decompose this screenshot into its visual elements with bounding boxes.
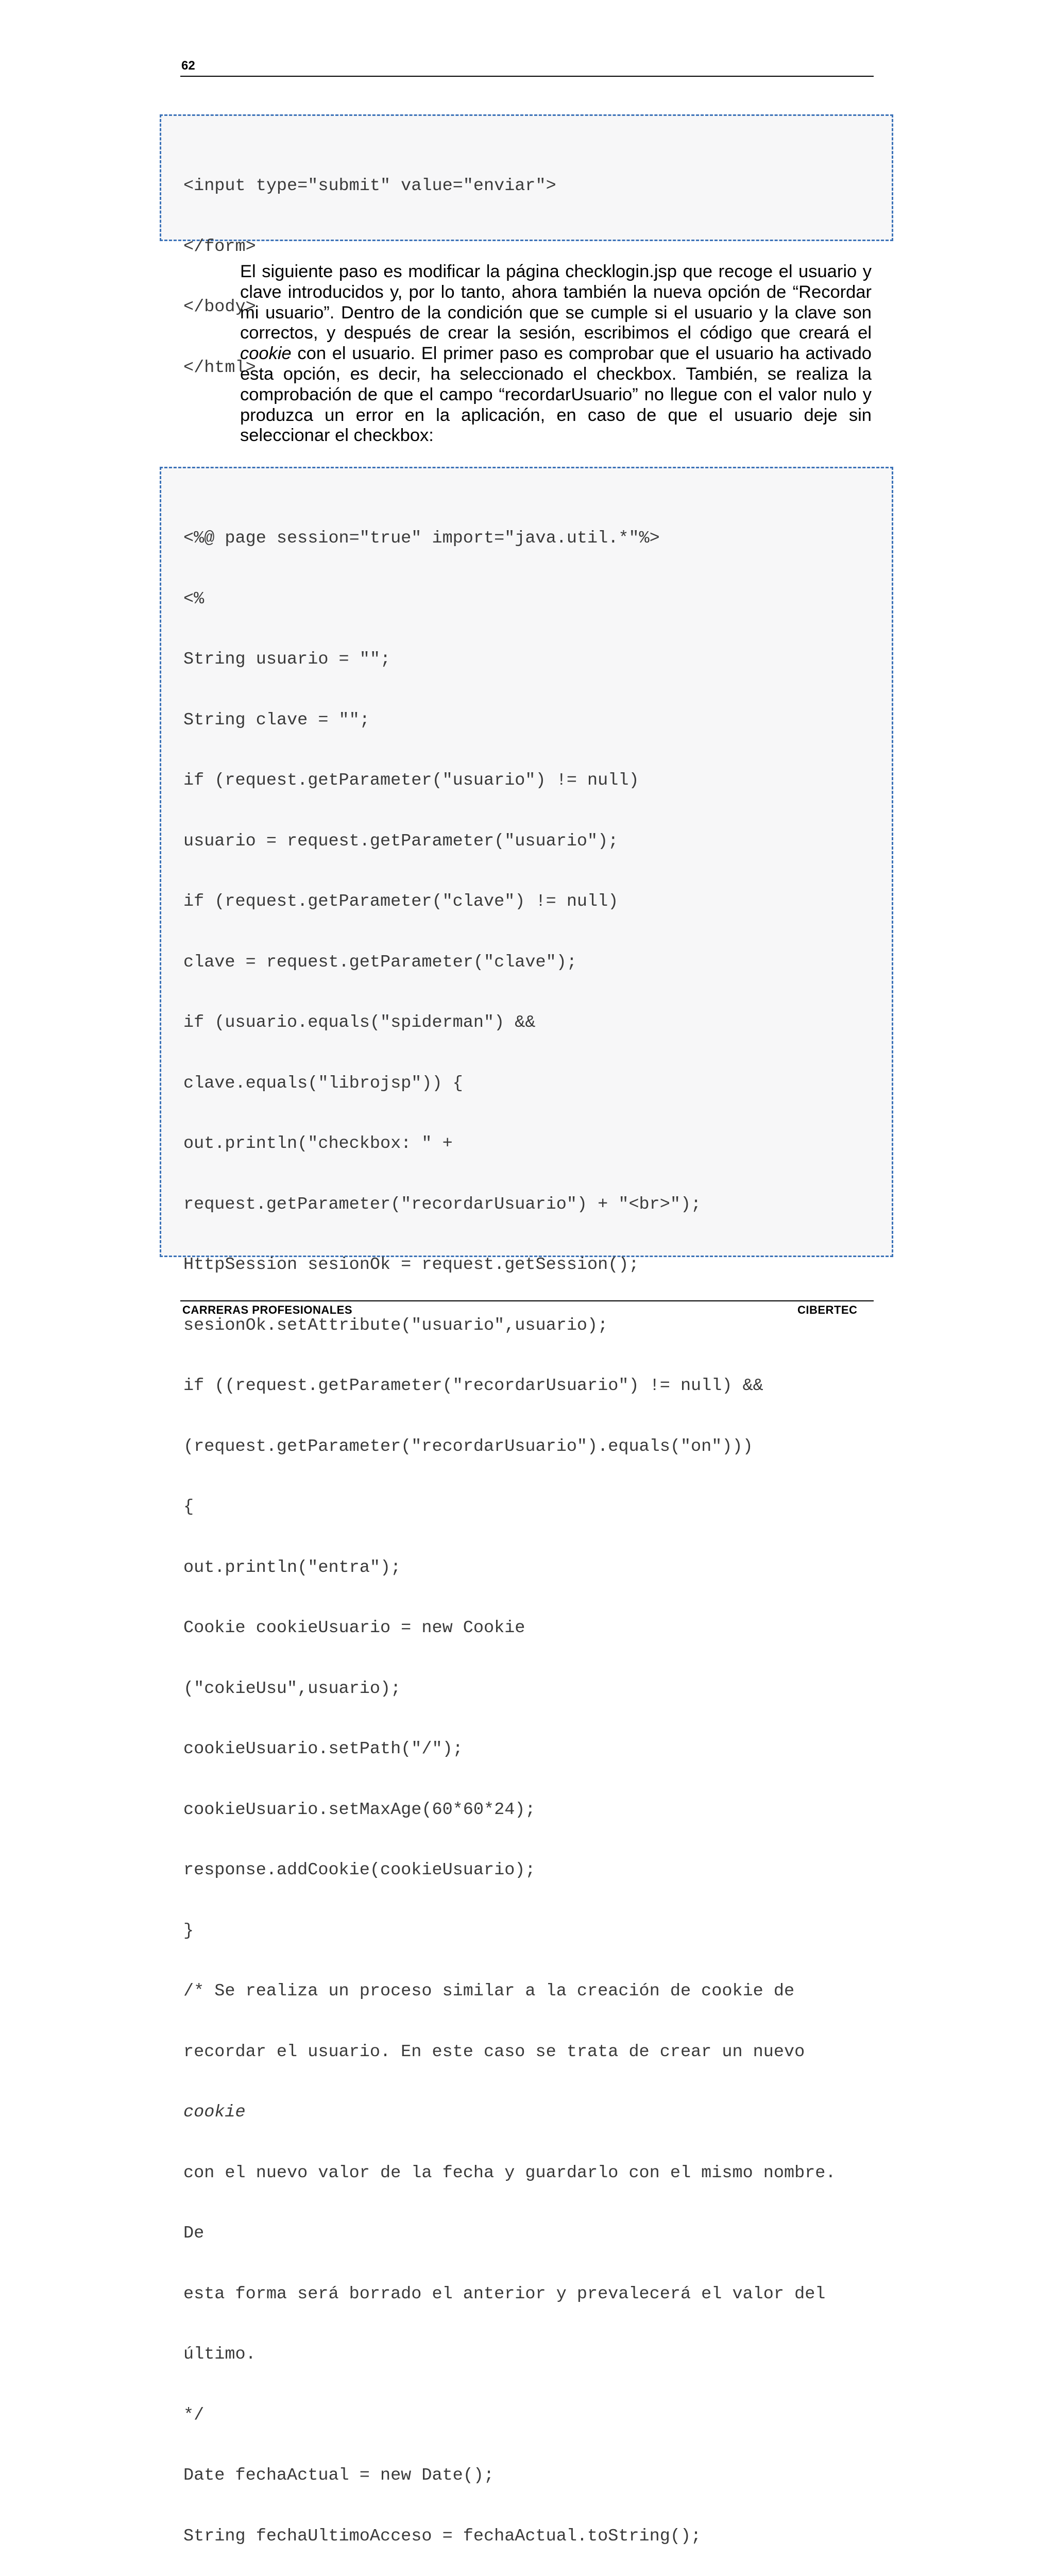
header-rule [180, 76, 874, 77]
code-line: */ [183, 2405, 205, 2425]
code-line: if (request.getParameter("clave") != null) [183, 892, 619, 911]
code-line: if (usuario.equals("spiderman") && [183, 1013, 536, 1032]
code-line: <% [183, 589, 205, 609]
code-line: cookieUsuario.setMaxAge(60*60*24); [183, 1800, 536, 1820]
code-line: clave.equals("librojsp")) { [183, 1073, 463, 1093]
code-line: con el nuevo valor de la fecha y guardarlo con el mismo nombre. [183, 2163, 836, 2183]
code-line: cookie [183, 2103, 246, 2122]
page-number: 62 [181, 59, 195, 73]
code-line: { [183, 1497, 194, 1517]
code-line: ("cokieUsu",usuario); [183, 1679, 401, 1699]
code-line: String clave = ""; [183, 710, 370, 730]
code-line: usuario = request.getParameter("usuario"); [183, 831, 619, 851]
code-line: </html> [183, 358, 256, 378]
paragraph-emphasis: cookie [240, 344, 292, 364]
paragraph-text: El siguiente paso es modificar la página checklogin.jsp que recoge el usuario y clave introducidos y, por lo tanto, ahora también la nueva opción de “Recordar mi usuario”. Dentro de la condición que se cumple si el usuario y la clave son correctos, y después de crear la sesión, escribimos el código que creará el [240, 262, 872, 343]
code-line: HttpSession sesionOk = request.getSession(); [183, 1255, 639, 1275]
code-line: response.addCookie(cookieUsuario); [183, 1860, 536, 1880]
code-line: } [183, 1921, 194, 1941]
code-line: Cookie cookieUsuario = new Cookie [183, 1618, 525, 1638]
code-line: </body> [183, 297, 256, 317]
code-line: (request.getParameter("recordarUsuario").equals("on"))) [183, 1436, 753, 1456]
code-line: if (request.getParameter("usuario") != null) [183, 771, 639, 790]
footer-left-label: CARRERAS PROFESIONALES [182, 1303, 353, 1316]
code-line: último. [183, 2345, 256, 2364]
body-paragraph [240, 262, 872, 446]
code-line: out.println("entra"); [183, 1557, 401, 1578]
code-line: out.println("checkbox: " + [183, 1134, 453, 1154]
code-line: Date fechaActual = new Date(); [183, 2466, 495, 2485]
code-line: /* Se realiza un proceso similar a la creación de cookie de [183, 1981, 795, 2001]
code-line: recordar el usuario. En este caso se trata de crear un nuevo [183, 2042, 805, 2062]
footer-rule [180, 1300, 874, 1301]
code-line: <%@ page session="true" import="java.util.*"%> [183, 529, 660, 548]
footer-right-label: CIBERTEC [797, 1303, 858, 1316]
code-line: clave = request.getParameter("clave"); [183, 952, 577, 972]
code-line: String fechaUltimoAcceso = fechaActual.toString(); [183, 2526, 702, 2546]
code-line: request.getParameter("recordarUsuario") + "<br>"); [183, 1194, 702, 1214]
paragraph-text: con el usuario. El primer paso es comprobar que el usuario ha activado esta opción, es decir, ha seleccionado el checkbox. También, se realiza la comprobación de que el campo “recordarUsuario” no llegue con el valor nulo y produzca un error en la aplicación, en caso de que el usuario deje sin seleccionar el checkbox: [240, 344, 872, 446]
code-line: String usuario = ""; [183, 650, 391, 669]
code-line: <input type="submit" value="enviar"> [183, 176, 556, 196]
code-line: De [183, 2224, 205, 2243]
code-line: </form> [183, 236, 256, 257]
code-line: sesionOk.setAttribute("usuario",usuario); [183, 1315, 608, 1335]
code-line: esta forma será borrado el anterior y prevalecerá el valor del [183, 2284, 826, 2304]
code-line: cookieUsuario.setPath("/"); [183, 1739, 463, 1759]
code-line: if ((request.getParameter("recordarUsuario") != null) && [183, 1376, 763, 1396]
